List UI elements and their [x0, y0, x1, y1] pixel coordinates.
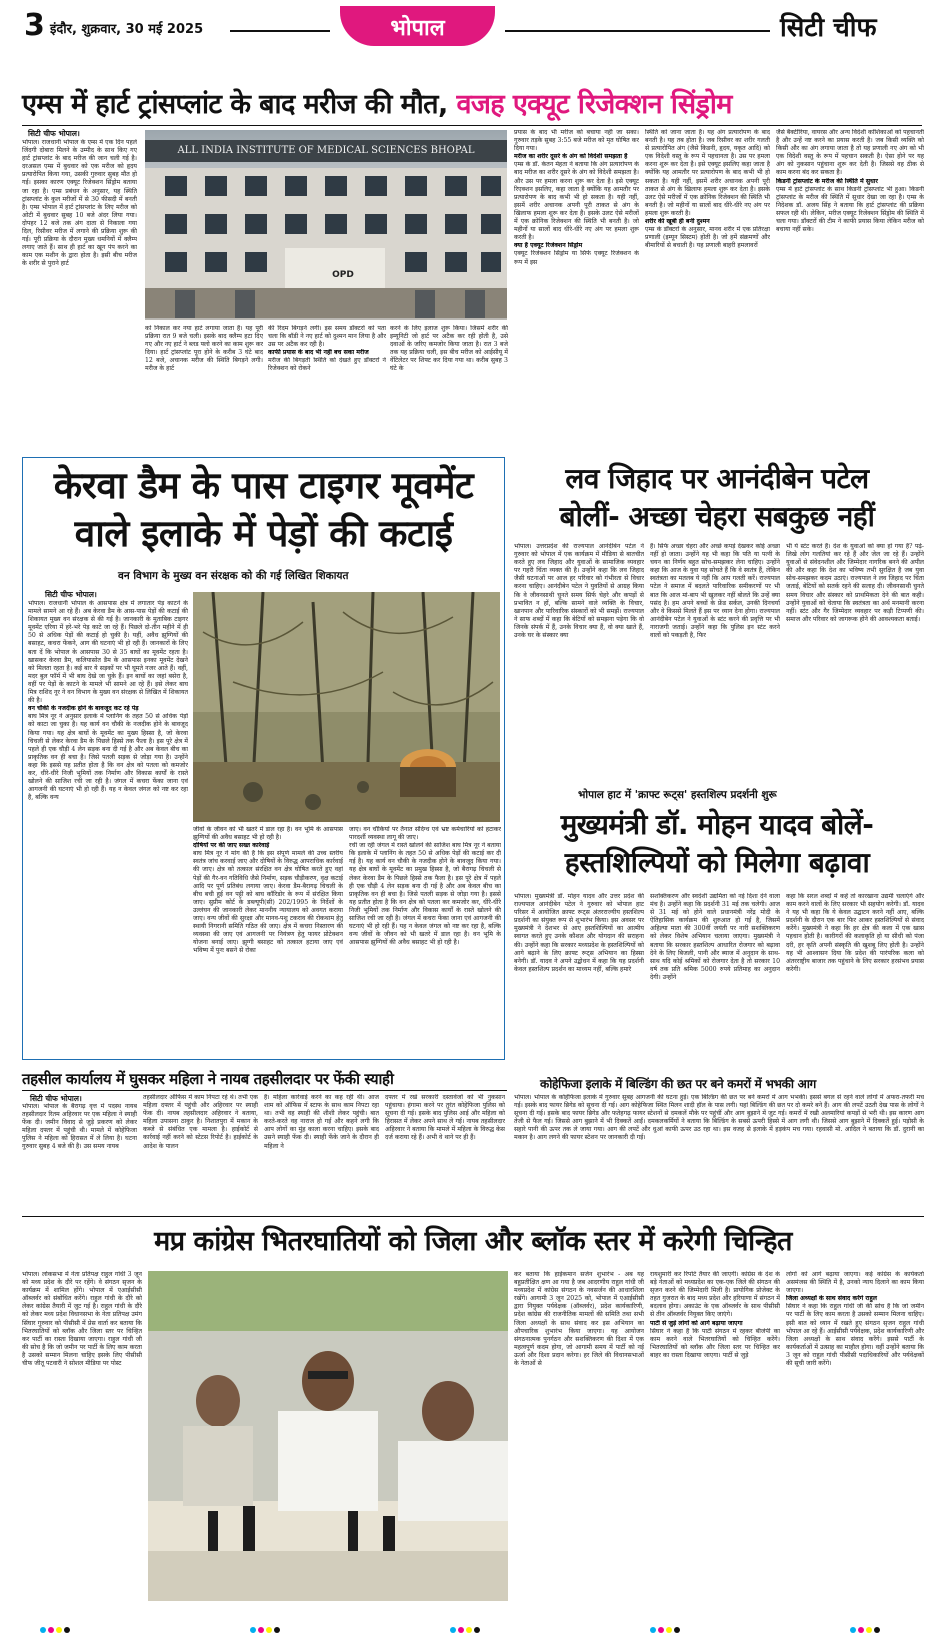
story-congress-col1: भोपाल। लोकसभा में नेता प्रतिपक्ष राहुल गांधी 3 जून को मध्य प्रदेश के दौरे पर रहेंगे। वे संगठन सृजन के कार्यक्रम में शामिल होंगे। भोपाल में एआईसीसी ऑब्जर्वर को संबोधित करेंगे। राहुल गांधी के दौरे को लेकर कांग्रेस तैयारी में जुट गई है। राहुल गांधी के दौरे को लेकर मध्य प्रदेश विधानसभा के नेता प्रतिपक्ष उमंग सिंघार गुरुवार को पीसीसी में प्रेस वार्ता कर बताया कि भितरघातियों को ब्लॉक और जिला स्तर पर चिन्हित कर पार्टी का रास्ता दिखाया जाएगा। राहुल गांधी जी की सोच है कि जो जमीन पर पार्टी के लिए काम करता है उसको सम्मान मिलना चाहिए इसके लिए पीसीसी चीफ जीतू पटवारी ने सोशल मीडिया पर पोस्ट: [22, 1271, 142, 1368]
registration-marks-left: [40, 1618, 72, 1637]
story-kerwa-col1-text: भोपाल। राजधानी भोपाल के आसपास क्षेत्र में लगातार पेड़ काटने के मामले सामने आ रहे हैं। अब केरवा डैम के आस-पास पेड़ों की कटाई की शिकायत मुख्य वन संरक्षक से की गई है। जानकारी के मुताबिक टाइगर मूवमेंट एरिया में हरे-भरे पेड़ काटे जा रहे हैं। पिछले दो-तीन महीने में ही 50 से अधिक पेड़ों की कटाई हो चुकी है। यहीं, अवैध झुग्गियों की बसाहट, कचरा फेंकने, आग की घटनाएं भी हो रही हैं। जानकारों के लिए बता दें कि भोपाल के आसपास 30 से 35 बाघों का मूवमेंट रहता है। खासकर केरवा डैम, कलियासोत डैम के आसपास इनका मूवमेंट देखने को मिलता रहता है। कई बार ये सड़कों पर भी घूमते नजर आते हैं। वहीं, मदर बुल फॉर्म में भी बाघ देखे जा चुके हैं। इन बाघों का जहां बसेरा है, वहीं पर पेड़ों के काटने के मामले भी सामने आ रहे हैं। इसे लेकर बाघ मित्र राशिद नूर ने वन विभाग के मुख्य वन संरक्षक से लिखित में शिकायत की है।: [28, 600, 188, 705]
subhead: पार्टी से जुड़े लोगों को आगे बढ़ाया जाएगा: [650, 1319, 743, 1327]
story-kerwa-col2b: बाघ मित्र नूर ने मांग की है कि इस संपूर्ण मामले की उच्च स्तरीय स्वतंत्र जांच करवाई जाए और दोषियों के विरुद्ध आपराधिक कार्रवाई की जाए। क्षेत्र को तत्काल संरक्षित वन क्षेत्र घोषित करते हुए वहां पेड़ों की गैर-वन गतिविधि जैसे निर्माण, सड़क चौड़ीकरण, वृक्ष कटाई आदि पर पूर्ण प्रतिबंध लगाया जाए। केरवा डैम-बैरागढ़ चिचली के बीच बची हुई वन पट्टी को बाघ कॉरिडोर के रूप में संरक्षित किया जाए। सुप्रीम कोर्ट के डब्ल्यूपी(सी) 202/1995 के निर्देशों के उल्लंघन की जानकारी लेकर माननीय न्यायालय को अवगत कराया जाए। वन्य जीवों की सुरक्षा और मानव-पशु टकराव की रोकथाम हेतु स्थायी निगरानी समिति गठित की जाए। क्षेत्र में कचरा निस्तारण की व्यवस्था की जाए एवं आगजनी पर नियंत्रण हेतु फायर प्रोटेक्शन योजना बनाई जाए। झुग्गी बसाहट को तत्काल हटाया जाए एवं भविष्य में पुनः बसने से रोका: [193, 850, 343, 955]
story-ink-col3: है। महिला कार्रवाई करने का कह रही थी। आज शाम को ऑफिस में स्टाफ के साथ काम निपटा रहा था। तभी वह स्याही की शीशी लेकर पहुंची। बात करते-करते वह नाराज हो गई और कहने लगी कि आप लोगों का मुंह काला करना चाहिए। इसके बाद उसने स्याही फेंक दी। स्याही फेंके जाने के दौरान ही महिला ने: [264, 1094, 379, 1150]
subhead: शरीर की खूबी ही बनी दुश्मन: [645, 218, 710, 226]
story-ink-col2: तहसीलदार ऑफिस में काम निपटा रहे थे। तभी एक महिला दफ्तर में पहुंची और अहिरवार पर स्याही फेंक दी। नायब तहसीलदार अहिरवार ने बताया, महिला उपासना ठाकुर है। निशातपुरा में मकान के कब्जे से संबंधित एक मामला है। हाईकोर्ट से कार्रवाई नहीं करने को स्टेटस रिपोर्ट है। हाईकोर्ट के आदेश के पालन: [143, 1094, 258, 1150]
registration-marks-mid: [250, 1618, 282, 1637]
building-windows: [145, 168, 507, 318]
story-crafts-col1: भोपाल। मुख्यमंत्री डॉ. मोहन यादव और उत्तर प्रदेश की राज्यपाल आनंदीबेन पटेल ने गुरुवार को भोपाल हाट परिसर में आयोजित क्राफ्ट रूट्स अंतरराज्यीय हस्तशिल्प प्रदर्शनी का संयुक्त रूप से शुभारंभ किया। इस अवसर पर मुख्यमंत्री ने देशभर से आए हस्तशिल्पियों का आत्मीय स्वागत करते हुए उनके कौशल और योगदान की सराहना की। उन्होंने कहा कि सरकार मध्यप्रदेश के हस्तशिल्पियों को आगे बढ़ाने के लिए क्राफ्ट रूट्स अभियान का हिस्सा बनेगी। डॉ. यादव ने अपने उद्बोधन में कहा कि यह प्रदर्शनी केवल हस्तशिल्प प्रदर्शन का माध्यम नहीं, बल्कि हमारे: [514, 893, 644, 973]
byline: सिटी चीफ भोपाल।: [30, 1094, 82, 1103]
story-aiims-col7: [776, 129, 924, 450]
byline: सिटी चीफ भोपाल।: [28, 129, 80, 138]
story-aiims-col7b: एम्स में हार्ट ट्रांसप्लांट के साथ किडनी ट्रांसप्लांट भी हुआ। किडनी ट्रांसप्लांट के मरीज की स्थिति में सुधार देखा जा रहा है। एम्स के निदेशक डॉ. अजय सिंह ने बताया कि हार्ट ट्रांसप्लांट की प्रक्रिया सफल रही थी। लेकिन, मरीज एक्यूट रिजेक्शन सिंड्रोम की स्थिति में चला गया। डॉक्टरों की टीम ने काफी प्रयास किया लेकिन मरीज को बचाया नहीं सके।: [776, 185, 924, 234]
story-crafts-headline-line1: मुख्यमंत्री डॉ. मोहन यादव बोलें-: [560, 808, 874, 841]
story-kerwa-headline-line2: वाले इलाके में पेड़ों की कटाई: [74, 512, 453, 555]
brand-name: सिटी चीफ: [780, 13, 877, 43]
story-aiims-col6-text: स्थिति को जाना जाता है। यह अंग प्रत्यारोपण के बाद बनती है। यह तब होता है। जब रिसीवर का शरीर गलती से प्रत्यारोपित अंग (जैसे किडनी, हृदय, यकृत आदि) को एक विदेशी वस्तु के रूप में पहचानता है। उस पर हमला करना शुरू कर देता है। इसे एक्यूट इसलिए कहा जाता है क्योंकि यह आमतौर पर प्रत्यारोपण के बाद कभी भी हो सकता है। यही नहीं, इसमें शरीर अचानक अपनी पूरी ताकत से अंग के खिलाफ हमला शुरू कर देता है। इसके उलट ऐसे मरीजों में एक क्रोनिक रिजेक्शन की स्थिति भी बनती है। जो महीनों या सालों बाद धीरे-धीरे नए अंग पर हमला शुरू करती है।: [645, 129, 770, 217]
subhead: वन चौकी के नजदीक होने के बावजूद कट रहे पेड़: [28, 705, 139, 713]
subhead: मरीज का शरीर दूसरे के अंग को विदेशी समझता है: [514, 153, 628, 161]
story-kerwa-col3: [349, 826, 501, 1056]
story-kerwa-col3b: रची जा रही जंगल में रास्ते खोलने की साजिश बाघ मित्र नूर ने बताया कि इलाके में प्लानिंग के तहत 50 से अधिक पेड़ों की कटाई कर दी गई है। यह कार्य वन चौकी के नजदीक होने के बावजूद किया गया। यह क्षेत्र बाघों के मूवमेंट का प्रमुख हिस्सा है, जो बैरागढ़ चिचली से लेकर केरवा डैम के पिछले हिस्से तक फैला है। इस पूरे क्षेत्र में पहले ही एक चौड़ी 4 लेन सड़क बना दी गई है और अब केवल बीच का प्राकृतिक वन ही बचा है। जिसे पतली सड़क से जोड़ा गया है। इससे यह प्रतीत होता है कि वन क्षेत्र को पतला कर कमजोर कर, धीरे-धीरे निजी भूमियों तक निर्माण और विकास कार्यों के रास्ते खोलने की साजिश रची जा रही है। जंगल में कचरा फेंका जाना एवं आगजनी की घटनाएं भी हो रही हैं। यह न केवल जंगल को नष्ट कर रहा है, बल्कि वन्य जीवों के जीवन को भी खतरे में डाल रहा है। वन भूमि के आसपास झुग्गियों की अवैध बसाहट भी हो रही है।: [349, 842, 501, 947]
story-kerwa-deck: वन विभाग के मुख्य वन संरक्षक को की गई लिखित शिकायत: [118, 570, 349, 582]
story-crafts-kicker: भोपाल हाट में 'क्राफ्ट रूट्स' हस्तशिल्प प्रदर्शनी शुरू: [578, 789, 777, 801]
story-aiims-headline: [22, 84, 922, 121]
subhead: दोषियों पर की जाए सख्त कार्रवाई: [193, 842, 270, 850]
story-kerwa-col1: [28, 600, 188, 1056]
section-label: भोपाल: [390, 16, 445, 41]
story-aiims-col5c: एक्यूट रिजेक्शन सिंड्रोम या सिर्फ एक्यूट रिजेक्शन के रूप में इस: [514, 250, 639, 266]
registration-marks-far-right: [850, 1618, 882, 1637]
masthead-rule: [230, 30, 330, 32]
story-aiims-col7-text: जैसे बैक्टीरिया, वायरस और अन्य विदेशी कोशिकाओं को पहचानती है और उन्हें नष्ट करने का प्रयास करती है। जब किसी व्यक्ति को किसी और का अंग लगाया जाता है तो यह प्रणाली नए अंग को भी एक विदेशी वस्तु के रूप में पहचान सकती है। ऐसा होने पर यह अंग को नुकसान पहुंचाना शुरू कर देती है। जिससे वह ठीक से काम करना बंद कर सकता है।: [776, 129, 924, 177]
story-anandiben-col3: भी ये स्टंट करते हैं। देश के युवाओं को क्या हो गया है? पढ़े-लिखे लोग गलतियां कर रहे हैं और जेल जा रहे हैं। उन्होंने युवाओं से संवेदनशील और जिम्मेदार नागरिक बनने की अपील की और कहा कि देश का भविष्य तभी सुरक्षित है जब युवा सोच-समझकर कदम उठाएं। राज्यपाल ने लव जिहाद पर चिंता जताई, बेटियों को सतर्क रहने की सलाह दी। जीवनसाथी चुनते समय विचार और संस्कार को प्राथमिकता देने की बात कही। उन्होंने युवाओं को चेताया कि स्वतंत्रता का अर्थ मनमानी करना नहीं। स्टंट और गैर जिम्मेदार व्यवहार पर कड़ी टिप्पणी की। समाज और परिवार को जागरूक होने की आवश्यकता बताई।: [786, 543, 924, 623]
story-congress-col3-text: रायशुमारी कर रिपोर्ट तैयार की जाएगी। कांग्रेस के देश के बड़े नेताओं को मध्यप्रदेश का एक-एक जिले की संगठन की सृजन करने की जिम्मेदारी मिली है। प्रायोगिक प्रोजेक्ट के तहत गुजरात के बाद मध्य प्रदेश और हरियाणा में संगठन में बदलाव होगा। अकाउंट के एक ऑब्जर्वर के साथ पीसीसी से तीन ऑब्जर्वर नियुक्त किए जाएंगे।: [650, 1271, 780, 1319]
byline: सिटी चीफ भोपाल।: [45, 590, 97, 599]
masthead: [0, 0, 945, 56]
story-crafts-col2: सशक्तिकरण और स्वदेशी उद्यमिता को नई दिशा देने वाला मंच है। उन्होंने कहा कि प्रदर्शनी 31 मई तक चलेगी। आज से 31 मई को होने वाले प्रधानमंत्री नरेंद्र मोदी के ऐतिहासिक कार्यक्रम की शुरुआत हो गई है, जिसमें अहिल्या माता की 300वीं जयंती पर नारी सशक्तिकरण को लेकर विशेष अभियान चलाया जाएगा। मुख्यमंत्री ने बताया कि सरकार हस्तशिल्प आधारित रोजगार को बढ़ावा देने के लिए बिजली, पानी और ब्याज में अनुदान के साथ-साथ यदि कोई श्रमिकों को रोजगार देता है तो सरकार 10 वर्ष तक प्रति श्रमिक 5000 रुपये प्रतिमाह का अनुदान देगी। उन्होंने: [650, 893, 780, 981]
story-kerwa-col2: [193, 826, 343, 1056]
story-aiims-col6b: एम्स के डॉक्टरों के अनुसार, मानव शरीर में एक प्रतिरक्षा प्रणाली (इम्यून सिस्टम) होती है। जो हमें संक्रमणों और बीमारियों से बचाती है। यह प्रणाली बाहरी हमलावरों: [645, 226, 770, 250]
divider: [22, 1090, 507, 1091]
opd-sign: OPD: [332, 270, 354, 280]
story-congress-col2: कर बताया कि हाईकमान सर्जन शुभारंभ - अब यह बहुप्रतीक्षित क्षण आ गया है जब आदरणीय राहुल गांधी जी मध्यप्रदेश में कांग्रेस संगठन के नवसर्जन की आधारशिला रखेंगे। आगामी 3 जून 2025 को, भोपाल में एआईसीसी द्वारा नियुक्त पर्यवेक्षक (ऑब्जर्वर), प्रदेश कार्यकारिणी, प्रदेश कांग्रेस की राजनीतिक मामलों की समिति तथा सभी जिला अध्यक्षों के साथ संवाद कर इस अभियान का औपचारिक शुभारंभ किया जाएगा। यह आयोजन संगठनात्मक पुनर्गठन और सशक्तिकरण की दिशा में एक महत्वपूर्ण कदम होगा, जो आगामी समय में पार्टी को नई ऊर्जा और दिशा प्रदान करेगा। हर जिले की विधानसभाओं के नेताओं से: [514, 1271, 644, 1368]
divider: [22, 1216, 924, 1217]
story-aiims-col1: भोपाल। राजधानी भोपाल के एम्स में एक दिन पहले जिंदगी दोबारा मिलने के उम्मीद के साथ किए गए हार्ट ट्रांसप्लांट के बाद मरीज की जान चली गई है। दरअसल एम्स में बुधवार को एक मरीज को हृदय प्रत्यारोपित किया गया, उसकी गुरुवार सुबह मौत हो गई। इसका कारण एक्यूट रिजेक्शन सिंड्रोम बताया जा रहा है। एम्स प्रबंधन के अनुसार, यह स्थिति ट्रांसप्लांट के कुल मरीजों में से 30 फीसदी में बनती है। एम्स भोपाल में हार्ट ट्रांसप्लांट के लिए मरीज को ओटी में बुधवार सुबह 10 बजे अंदर लिया गया। दोपहर 12 बजे तक अंग दाता से निकाला गया दिल, रिसीवर मरीज में लगाने की प्रक्रिया शुरू की गई। पूरी प्रक्रिया के दौरान मुख्य धमनियों में क्लैम्प लगाए जाते हैं। साथ ही हार्ट का खून पंप करने का काम एक मशीन के द्वारा होता है। इसी बीच मरीज के शरीर से पुराने हार्ट: [22, 139, 137, 268]
story-aiims-col5b: एम्स के डॉ. केतन मेहता ने बताया कि अंग प्रत्यारोपण के बाद मरीज का शरीर दूसरे के अंग को विदेशी समझता है। और उस पर हमला करना शुरू कर देता है। इसे एक्यूट रिएक्शन इसलिए, कहा जाता है क्योंकि यह आमतौर पर प्रत्यारोपण के बाद कभी भी हो सकता है। यही नहीं, इसमें शरीर अचानक अपनी पूरी ताकत से अंग के खिलाफ हमला शुरू कर देता है। इसके उलट ऐसे मरीजों में एक क्रोनिक रिजेक्शन की स्थिति भी बनती है। जो महीनों या सालों बाद धीरे-धीरे नए अंग पर हमला शुरू करती है।: [514, 161, 639, 242]
story-aiims-col3: [268, 325, 386, 450]
subhead: किडनी ट्रांसप्लांट के मरीज की स्थिति में सुधार: [776, 177, 878, 185]
story-congress-headline: मप्र कांग्रेस भितरघातियों को जिला और ब्लॉक स्तर में करेगी चिन्हित: [154, 1226, 792, 1257]
story-congress-col4: [786, 1271, 924, 1601]
story-anandiben-headline-line2: बोलीं- अच्छा चेहरा सबकुछ नहीं: [559, 500, 875, 533]
page-number: 3: [24, 8, 45, 43]
story-aiims-col6: [645, 129, 770, 450]
story-aiims-col5: [514, 129, 639, 450]
story-aiims-col5-text: प्रयास के बाद भी मरीज को बचाया नहीं जा सका। गुरुवार तड़के सुबह 3:55 बजे मरीज को मृत घोषित कर दिया गया।: [514, 129, 639, 153]
subhead: जिला अध्यक्षों के साथ संवाद करेंगे राहुल: [786, 1295, 877, 1303]
story-congress-col4-text: लोगों को आगे बढ़ाया जाएगा। कई कांग्रेस के कार्यकर्ता असमंजस की स्थिति में है, उनको न्याय दिलाने का काम किया जाएगा।: [786, 1271, 924, 1295]
story-crafts-col3: कहा कि सरल शब्दों में कहें तो कारखाना उद्यमी चलाएंगे और काम करने वालों के लिए सरकार भी सहयोग करेगी। डॉ. यादव ने यह भी कहा कि ये केवल उद्घाटन करने नहीं आए, बल्कि प्रदर्शनी के दौरान एक बार फिर आकर हस्तशिल्पियों से संवाद करेंगे। मुख्यमंत्री ने कहा कि हर क्षेत्र की कला में एक खास पहचान होती है। कारीगरों की कलाकृति हो या सीधी को पंजा दरी, हर कृति अपनी संस्कृति की खुशबू लिए होती है। उन्होंने यह भी आश्वासन दिया कि प्रदेश की पारंपरिक कला को अंतरराष्ट्रीय बाजार तक पहुंचाने के लिए सरकार हरसंभव प्रयास करेगी।: [786, 893, 924, 973]
masthead-rule-right: [505, 30, 770, 32]
story-crafts-headline-line2: हस्तशिल्पियों को मिलेगा बढ़ावा: [564, 846, 870, 879]
story-congress-col3: [650, 1271, 780, 1601]
story-aiims-col3b: मरीज की बिगड़ती स्थिति को देखते हुए डॉक्टरों ने रिजेक्शन को रोकने: [268, 357, 386, 373]
story-anandiben-col1: भोपाल। उत्तरप्रदेश की राज्यपाल आनंदीबेन पटेल ने गुरुवार को भोपाल में एक कार्यक्रम में मीडिया से बातचीत करते हुए लव जिहाद और युवाओं के सामाजिक व्यवहार पर गहरी चिंता व्यक्त की है। उन्होंने कहा कि लव जिहाद जैसी घटनाओं पर आज हर परिवार को गंभीरता से विचार करना चाहिए। आनंदीबेन पटेल ने युवतियों से आग्रह किया कि वे जीवनसाथी चुनते समय सिर्फ चेहरे और कपड़ों से प्रभावित न हों, बल्कि सामने वाले व्यक्ति के विचार, खानपान और पारिवारिक संस्कारों को भी समझें। राज्यपाल ने साफ शब्दों में कहा कि बेटियों को समझना पड़ेगा कि वो जिनके संपर्क में हैं, उनके विचार क्या हैं, वो क्या खाते हैं, उनके घर के संस्कार क्या: [514, 543, 644, 640]
dateline: इंदौर, शुक्रवार, 30 मई 2025: [50, 22, 204, 37]
press-conference-photo: [148, 1271, 508, 1601]
story-congress-col4b: सिंघार ने कहा कि राहुल गांधी जी की सोच है कि जो जमीन पर पार्टी के लिए काम करता है उसको सम्मान मिलना चाहिए। इसी बात को ध्यान में रखते हुए संगठन सृजन राहुल गांधी भोपाल आ रहे हैं। आईसीसी पर्यवेक्षक, प्रदेश कार्यकारिणी और जिला अध्यक्षों के साथ संवाद करेंगे। इससे पार्टी के कार्यकर्ताओं में उत्साह का माहौल होगा। वहीं उन्होंने बताया कि 3 जून को राहुल गांधी पीसीसी पदाधिकारियों और पर्यवेक्षकों की सूची जारी करेंगे।: [786, 1303, 924, 1368]
story-anandiben-headline-line1: लव जिहाद पर आनंदीबेन पटेल: [565, 462, 869, 495]
story-aiims-col3-text: की रिदम बिगड़ने लगी। इस समय डॉक्टरों को पता चला कि बॉडी ने नए हार्ट को दुश्मन मान लिया है और उस पर अटैक कर रही है।: [268, 325, 386, 349]
story-kerwa-headline-line1: केरवा डैम के पास टाइगर मूवमेंट: [53, 464, 474, 507]
subhead: क्या है एक्यूट रिजेक्शन सिंड्रोम: [514, 242, 583, 250]
story-kerwa-col2-text: जीवों के जीवन को भी खतरे में डाल रहा है। वन भूमि के आसपास झुग्गियों की अवैध बसाहट भी हो रही है।: [193, 826, 343, 842]
headline-part-black: एम्स में हार्ट ट्रांसप्लांट के बाद मरीज की मौत,: [22, 89, 448, 120]
story-anandiben-col2: हैं। सिर्फ अच्छा चेहरा और अच्छे कपड़े देखकर कोई अच्छा नहीं हो जाता। उन्होंने यह भी कहा कि पति या पत्नी के चयन का निर्णय बहुत सोच-समझकर लेना चाहिए। उन्होंने कहा कि आज के युवा यह सोचते हैं कि वे स्वतंत्र हैं, लेकिन स्वतंत्रता का मतलब ये नहीं कि आप गलती करें। राज्यपाल पटेल ने समाज में बदलते पारिवारिक समीकरणों पर भी बात कि आज मां-बाप भी खुलकर नहीं बोलते कि उन्हें क्या पसंद है। हम अपने बच्चों के फ्रेंड सर्कल, उनकी दिनचर्या और वे किससे मिलते हैं इस पर ध्यान देना होगा। राज्यपाल आनंदीबेन पटेल ने युवाओं के स्टंट करने की प्रवृत्ति पर भी नाराजगी जताई। उन्होंने कहा कि पुलिस इन स्टंट करने वालों को पकड़ती है, फिर: [650, 543, 780, 640]
story-kerwa-col3-text: जाए। वन चौकियों पर तैनात संदिग्ध एवं भ्रष्ट कर्मचारियों को हटाकर पारदर्शी व्यवस्था लागू की जाए।: [349, 826, 501, 842]
story-fire-headline: कोहेफिजा इलाके में बिल्डिंग की छत पर बने कमरों में भभकी आग: [540, 1077, 817, 1091]
building-sign-text: ALL INDIA INSTITUTE OF MEDICAL SCIENCES BHOPAL: [177, 145, 475, 156]
story-ink-col1: भोपाल। भोपाल के बैरागढ़ वृत्त में पदस्थ नायब तहसीलदार रितम अहिरवार पर एक महिला ने स्याही फेंक दी। जमीन विवाद से जुड़े प्रकरण को लेकर महिला दफ्तर में पहुंची थी। मामले में कोहेफिजा पुलिस ने महिला को हिरासत में ले लिया है। घटना गुरुवार सुबह 4 बजे की है। उस समय नायब: [22, 1103, 137, 1151]
story-kerwa-col1b: बाघ मित्र नूर ने अनुसार इलाके में प्लानिंग के तहत 50 से अधिक पेड़ों को काटा जा चुका है। यह कार्य वन चौकी के नजदीक होने के बावजूद किया गया। यह क्षेत्र बाघों के मूवमेंट का मुख्य हिस्सा है, जो केरवा चिचली से लेकर केरवा डैम के पिछले हिस्से तक फैला है। इस पूरे क्षेत्र में पहले ही एक चौड़ी 4 लेन सड़क बना दी गई है और अब केवल बीच का प्राकृतिक वन ही बचा है। जिसे पतली सड़क से जोड़ा गया है। उन्होंने कहा कि इससे यह प्रतीत होता है कि वन क्षेत्र को पतला को कमजोर कर, धीरे-धीरे निजी भूमियों तक निर्माण और विकास कार्यों के रास्ते खोलने की साजिश रची जा रही है। जंगल में कचरा फेंका जाना एवं आगजनी की घटनाएं भी हो रही हैं। यह न केवल जंगल को नष्ट कर रहा है, बल्कि वन्य: [28, 713, 188, 802]
press-conference-illustration: [148, 1271, 508, 1601]
story-aiims-col4: करने के लिए इलाज शुरू किया। जिसमें शरीर की इम्यूनिटी जो हार्ट पर अटैक कर रही होती है, उसे दवाओं के जरिए कमजोर किया जाता है। रात 3 बजे तक यह प्रक्रिया चली, इस बीच मरीज को आईसीयू में वेंटिलेटर पर शिफ्ट कर दिया गया था। करीब सुबह 3 घंटे के: [390, 325, 508, 373]
tree-cutting-photo: [193, 592, 500, 822]
registration-marks-right: [650, 1618, 682, 1637]
story-ink-headline: तहसील कार्यालय में घुसकर महिला ने नायब तहसीलदार पर फेंकी स्याही: [22, 1070, 394, 1088]
divider: [22, 125, 922, 126]
story-ink-col4: दफ्तर में रखे सरकारी दस्तावेजों को भी नुकसान पहुंचाया। हंगामा करने पर तुरंत कोहेफिजा पुलिस को सूचना दी गई। इसके बाद पुलिस आई और महिला को हिरासत में लेकर अपने साथ ले गई। नायब तहसीलदार अहिरवार ने बताया कि मामले में महिला के विरुद्ध केस दर्ज कराया रहे हैं। अभी वे थाने पर ही हैं।: [385, 1094, 505, 1142]
subhead: काफी प्रयास के बाद भी नहीं बच सका मरीज: [268, 349, 369, 357]
registration-marks-center: [450, 1618, 482, 1637]
forest-illustration: [193, 592, 500, 822]
story-aiims-col2: को निकाल कर नया हार्ट लगाया जाता है। यह पूरी प्रक्रिया रात 9 बजे चली। इसके बाद क्लैम्प हटा दिए गए और नए हार्ट ने ब्लड फ्लो करने का काम शुरू कर दिया। हार्ट ट्रांसप्लांट पूरा होने के करीब 3 घंटे बाद 12 बजे, अचानक मरीज की स्थिति बिगड़ने लगी। मरीज के हार्ट: [145, 325, 263, 373]
story-congress-col3b: सिंघार ने कहा है कि पार्टी संगठन में रहकर बीजेपी का काम करने वाले भितरघातियों को चिन्हित करेंगे। भितरघातियों को ब्लॉक और जिला स्तर पर चिन्हित कर बाहर का रास्ता दिखाया जाएगा। पार्टी से जुड़े: [650, 1327, 780, 1359]
story-fire-body: भोपाल। भोपाल के कोहेफिजा इलाके में गुरुवार सुबह आगजनी की घटना हुई। एक बिल्डिंग की छत पर बने कमरों में आग भभकी। इससे बगल से रहने वाले लोगों में अफरा-तफरी मच गई। इसके बाद फायर ब्रिगेड को सूचना दी गई। आग कोहेफिजा स्थित मिलन शादी हॉल के पास लगी। यहां बिल्डिंग की छत पर दो कमरे बने हैं। आग की लपटें उठती देख पास के लोगों ने सूचना दी गई। इसके बाद फायर ब्रिगेड और फतेहगढ़ फायर स्टेशनों से दमकलें मौके पर पहुंचीं और आग बुझाने में जुट गई। कमरों में रखी अलमारियां कपड़ों से भरी थी। इस कारण आग तेजी से फैल गई। जिससे आग बुझाने में भी दिक्कतें आईं। दमकलकर्मियों ने बताया कि बिल्डिंग के सबसे ऊपरी हिस्से में आग लगी थी। जिससे आग बुझाने में दिक्कतें हुई। पड़ोसी के सहारे पानी की ऊपर तक ले जाया गया। आग की लपटें और धुआं काफी ऊपर उठ रहा था। इस वजह से इलाके में हड़कंप मच गया। रहवासी मो. आदिल ने बताया कि डॉ. दुरानी का मकान है। आग लगने की फायर स्टेशन पर जानकारी दी गई।: [514, 1094, 924, 1142]
headline-part-pink: वजह एक्यूट रिजेक्शन सिंड्रोम: [456, 89, 732, 120]
aiims-building-photo: [145, 130, 507, 320]
